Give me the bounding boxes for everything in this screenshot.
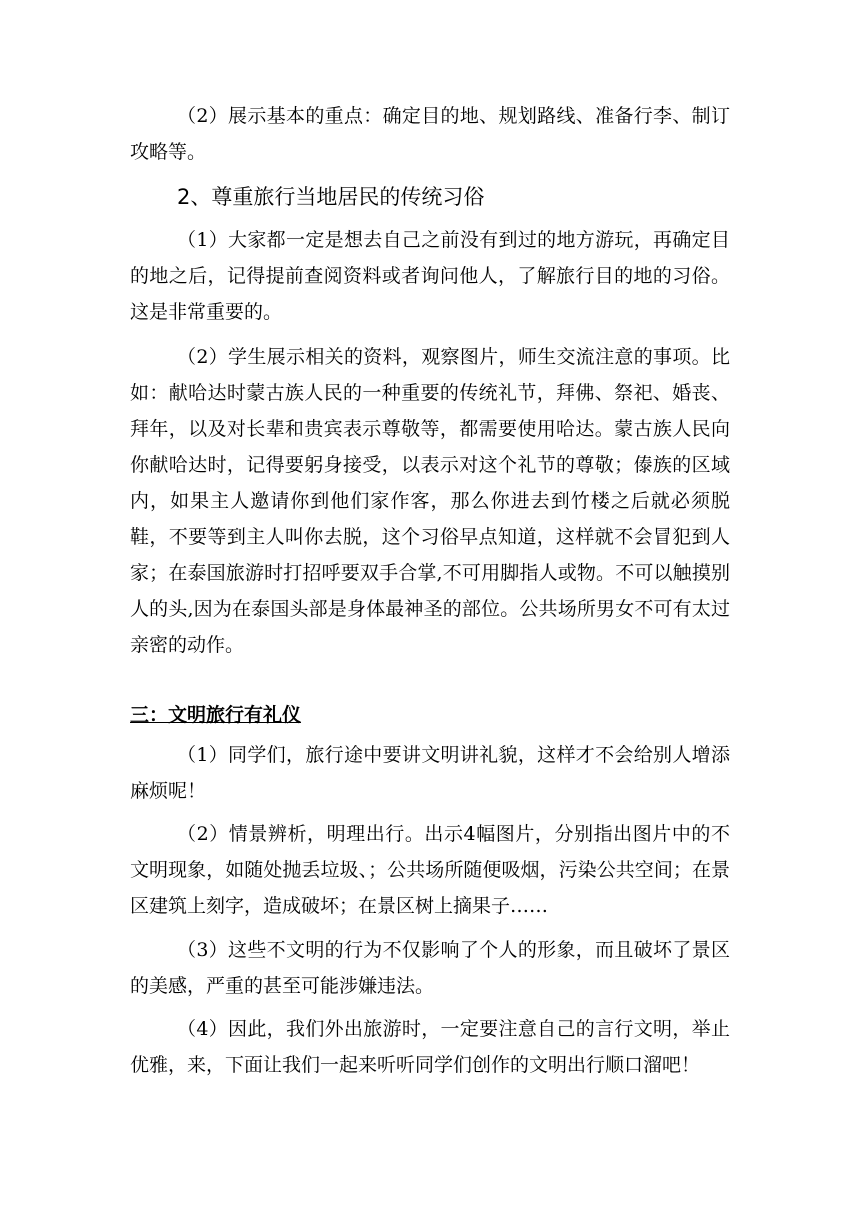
paragraph-1: （2）展示基本的重点：确定目的地、规划路线、准备行李、制订攻略等。	[130, 105, 730, 163]
paragraph-2: （1）大家都一定是想去自己之前没有到过的地方游玩，再确定目的地之后，记得提前查阅资料或者询问他人，了解旅行目的地的习俗。这是非常重要的。	[130, 229, 730, 323]
paragraph-7: （4）因此，我们外出旅游时，一定要注意自己的言行文明，举止优雅，来，下面让我们一起来听听同学们创作的文明出行顺口溜吧！	[130, 1018, 730, 1076]
paragraph-4: （1）同学们，旅行途中要讲文明讲礼貌，这样才不会给别人增添麻烦呢！	[130, 744, 730, 802]
section-heading-3: 三：文明旅行有礼仪	[130, 704, 302, 726]
paragraph-6: （3）这些不文明的行为不仅影响了个人的形象，而且破坏了景区的美感，严重的甚至可能涉嫌违法。	[130, 939, 730, 997]
paragraph-3: （2）学生展示相关的资料，观察图片，师生交流注意的事项。比如：献哈达时蒙古族人民的一种重要的传统礼节，拜佛、祭祀、婚丧、拜年，以及对长辈和贵宾表示尊敬等，都需要使用哈达。蒙古族人民向你献哈达时，记得要躬身接受，以表示对这个礼节的尊敬；傣族的区域内，如果主人邀请你到他们家作客，那么你进去到竹楼之后就必须脱鞋，不要等到主人叫你去脱，这个习俗早点知道，这样就不会冒犯到人家；在泰国旅游时打招呼要双手合掌,不可用脚指人或物。不可以触摸别人的头,因为在泰国头部是身体最神圣的部位。公共场所男女不可有太过亲密的动作。	[130, 346, 730, 656]
section-heading-2: 2、尊重旅行当地居民的传统习俗	[177, 185, 485, 209]
paragraph-5: （2）情景辨析，明理出行。出示4幅图片，分别指出图片中的不文明现象，如随处抛丢垃圾、；公共场所随便吸烟，污染公共空间；在景区建筑上刻字，造成破坏；在景区树上摘果子……	[130, 823, 730, 917]
